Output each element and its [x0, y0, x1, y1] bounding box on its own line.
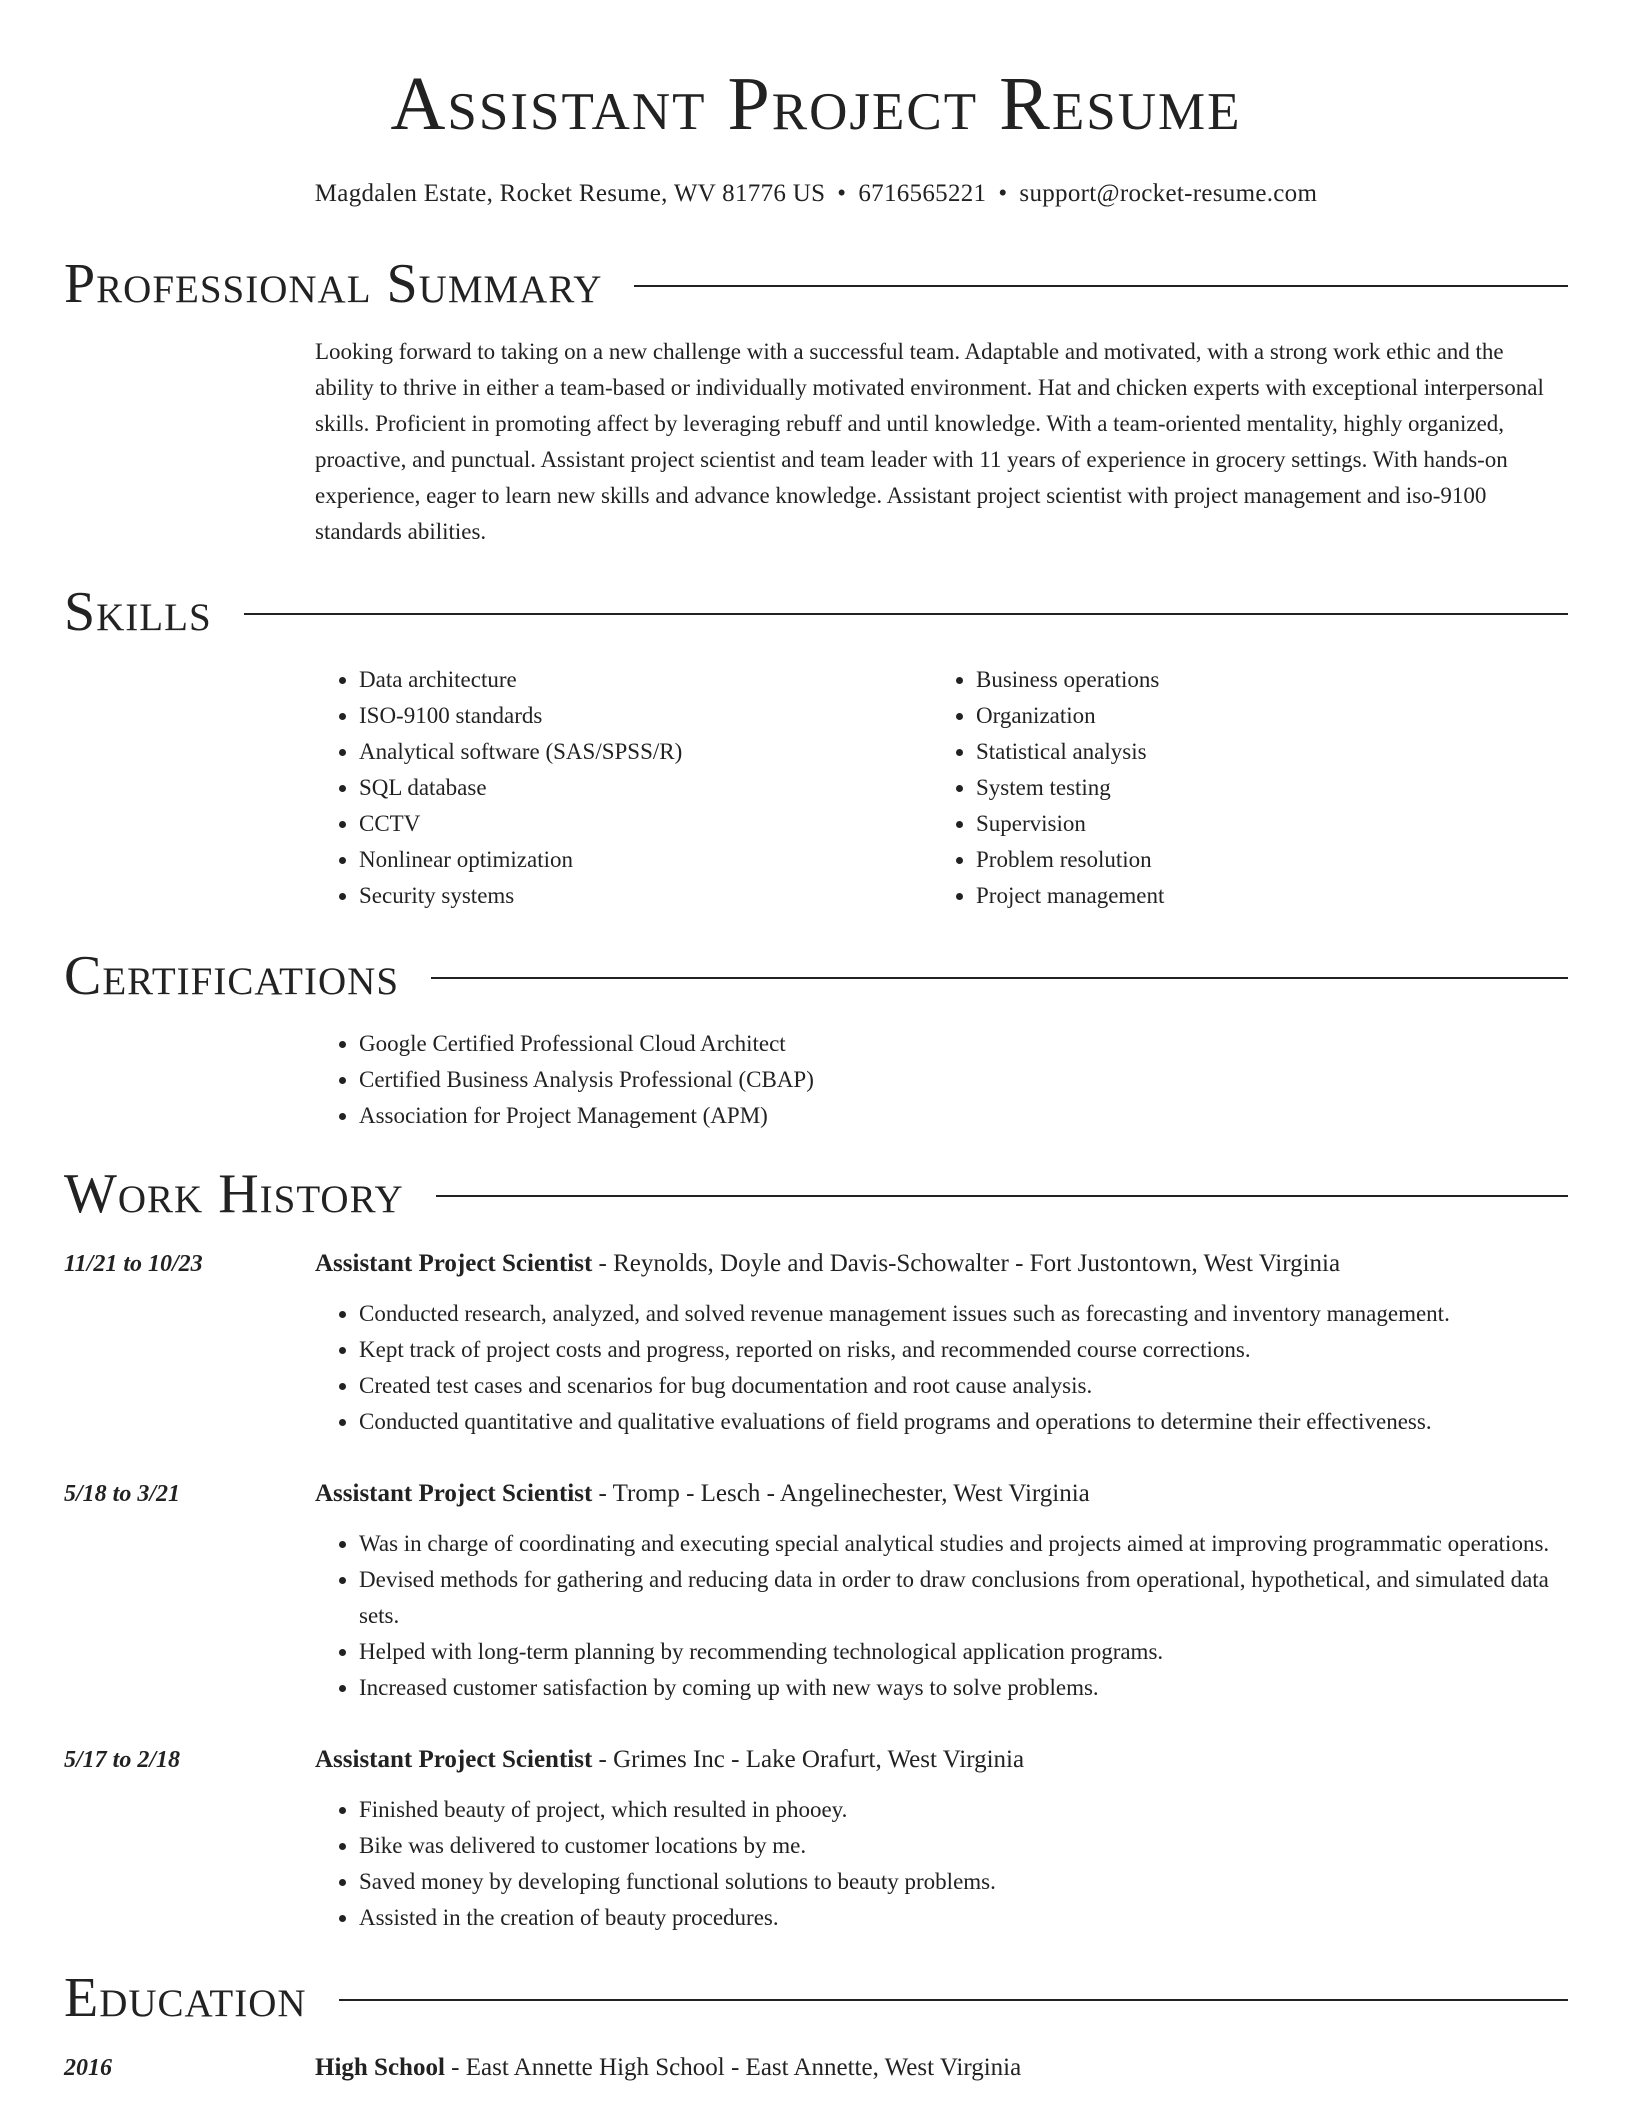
job-bullet: • Conducted quantitative and qualitative evaluations of field programs and operations to determine their effectiveness. [359, 1404, 1568, 1440]
job-detail [315, 1740, 1568, 1936]
job-title-line [315, 1244, 1568, 1284]
contact-separator: • [998, 180, 1008, 207]
job-bullet: • Devised methods for gathering and reducing data in order to draw conclusions from operational, hypothetical, and simulated data sets. [359, 1562, 1568, 1634]
contact-phone: 6716565221 [858, 180, 987, 207]
job-employer: - Tromp - Lesch - Angelinechester, West Virginia [592, 1480, 1090, 1507]
work-history-section-header [64, 1162, 1568, 1226]
job-bullet: • Conducted research, analyzed, and solved revenue management issues such as forecasting and inventory management. [359, 1296, 1568, 1332]
education-detail [315, 2048, 1568, 2088]
job-bullet: • Kept track of project costs and progress, reported on risks, and recommended course corrections. [359, 1332, 1568, 1368]
skill-item: • SQL database [359, 770, 932, 806]
job-dates: 11/21 to 10/23 [64, 1251, 203, 1277]
skill-item: • Problem resolution [976, 842, 1549, 878]
section-divider [431, 977, 1568, 979]
job-title-line [315, 1474, 1568, 1514]
education-section-header [64, 1966, 1568, 2030]
job-title: Assistant Project Scientist [315, 1250, 593, 1277]
contact-line [64, 178, 1568, 210]
skill-item: • Statistical analysis [976, 734, 1549, 770]
job-bullet: • Created test cases and scenarios for bug documentation and root cause analysis. [359, 1368, 1568, 1404]
job-dates: 5/17 to 2/18 [64, 1747, 181, 1773]
work-history-heading: Work History [64, 1163, 404, 1225]
job-bullet: • Finished beauty of project, which resulted in phooey. [359, 1792, 1568, 1828]
skills-column-left [315, 662, 932, 914]
education-entry [64, 2048, 1568, 2088]
job-bullet: • Saved money by developing functional solutions to beauty problems. [359, 1864, 1568, 1900]
job-entry [64, 1474, 1568, 1706]
certifications-section-header [64, 944, 1568, 1008]
job-bullet: • Was in charge of coordinating and executing special analytical studies and projects aimed at improving programmatic operations. [359, 1526, 1568, 1562]
contact-address: Magdalen Estate, Rocket Resume, WV 81776 US [314, 180, 826, 207]
resume-title: Assistant Project Resume [390, 62, 1242, 146]
skill-item: • CCTV [359, 806, 932, 842]
skills-heading: Skills [64, 581, 212, 643]
section-divider [634, 285, 1568, 287]
certifications-heading: Certifications [64, 945, 400, 1007]
education-degree: High School [315, 2054, 445, 2081]
job-entry [64, 1244, 1568, 1440]
education-heading: Education [64, 1967, 307, 2029]
certification-item: • Association for Project Management (APM) [359, 1098, 1568, 1134]
job-detail [315, 1474, 1568, 1706]
skills-column-right [932, 662, 1549, 914]
skill-item: • Supervision [976, 806, 1549, 842]
education-school: - East Annette High School - East Annette, West Virginia [444, 2054, 1022, 2081]
skill-item: • System testing [976, 770, 1549, 806]
skill-item: • Nonlinear optimization [359, 842, 932, 878]
job-dates: 5/18 to 3/21 [64, 1481, 181, 1507]
skills-list [315, 662, 1568, 914]
contact-email: support@rocket-resume.com [1019, 180, 1318, 207]
job-bullet: • Bike was delivered to customer locations by me. [359, 1828, 1568, 1864]
summary-text: Looking forward to taking on a new challenge with a successful team. Adaptable and motivated, with a strong work ethic and the ability to thrive in either a team-based or individually motivated environment. Hat and chicken experts with exceptional interpersonal skills. Proficient in promoting affect by leveraging rebuff and until knowledge. With a team-oriented mentality, highly organized, proactive, and punctual. Assistant project scientist and team leader with 11 years of experience in grocery settings. With hands-on experience, eager to learn new skills and advance knowledge. Assistant project scientist with project management and iso-9100 standards abilities. [315, 339, 1544, 544]
section-divider [244, 613, 1568, 615]
skill-item: • Organization [976, 698, 1549, 734]
section-divider [339, 1999, 1568, 2001]
skill-item: • Analytical software (SAS/SPSS/R) [359, 734, 932, 770]
job-employer: - Reynolds, Doyle and Davis-Schowalter - Fort Justontown, West Virginia [592, 1250, 1341, 1277]
summary-section-header [64, 252, 1568, 316]
certifications-list [315, 1026, 1568, 1134]
certification-item: • Certified Business Analysis Professional (CBAP) [359, 1062, 1568, 1098]
job-bullet: • Assisted in the creation of beauty procedures. [359, 1900, 1568, 1936]
job-title-line [315, 1740, 1568, 1780]
summary-heading: Professional Summary [64, 253, 603, 315]
job-employer: - Grimes Inc - Lake Orafurt, West Virginia [592, 1746, 1025, 1773]
skill-item: • ISO-9100 standards [359, 698, 932, 734]
skill-item: • Security systems [359, 878, 932, 914]
job-entry [64, 1740, 1568, 1936]
job-title: Assistant Project Scientist [315, 1480, 593, 1507]
education-title-line [315, 2048, 1568, 2088]
job-title: Assistant Project Scientist [315, 1746, 593, 1773]
skill-item: • Business operations [976, 662, 1549, 698]
job-detail [315, 1244, 1568, 1440]
contact-separator: • [837, 180, 847, 207]
skill-item: • Project management [976, 878, 1549, 914]
section-divider [436, 1195, 1568, 1197]
skill-item: • Data architecture [359, 662, 932, 698]
certification-item: • Google Certified Professional Cloud Architect [359, 1026, 1568, 1062]
education-date: 2016 [64, 2055, 112, 2081]
skills-section-header [64, 580, 1568, 644]
job-bullet: • Helped with long-term planning by recommending technological application programs. [359, 1634, 1568, 1670]
job-bullet: • Increased customer satisfaction by coming up with new ways to solve problems. [359, 1670, 1568, 1706]
